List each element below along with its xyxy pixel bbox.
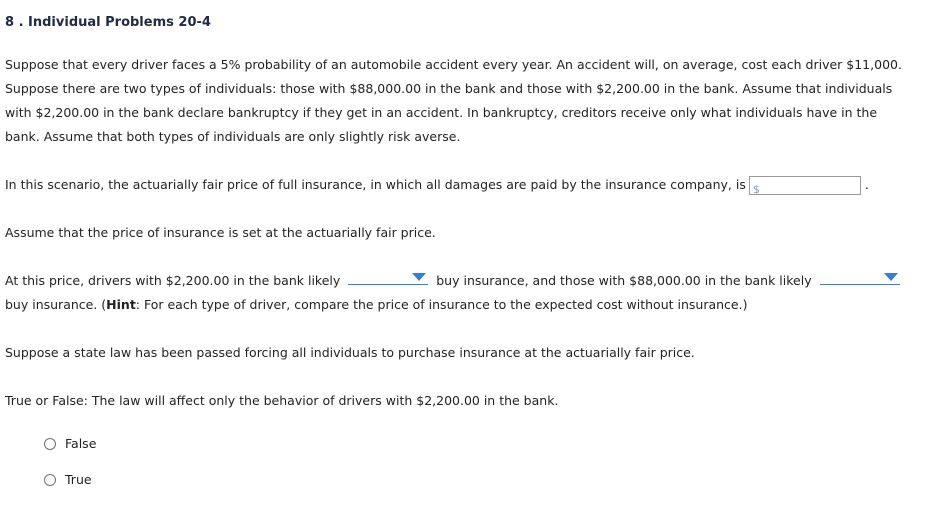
fair-price-input[interactable] [763, 177, 857, 194]
radio-label-true: True [65, 472, 92, 487]
question-buy-insurance [5, 269, 915, 317]
question-buy-part2: buy insurance, and those with $88,000.00 in the bank likely [436, 273, 812, 288]
assumption-text: Assume that the price of insurance is set at the actuarially fair price. [5, 225, 436, 240]
high-bank-likely-dropdown[interactable] [820, 270, 900, 285]
dollar-sign: $ [752, 183, 760, 196]
chevron-down-icon [884, 273, 898, 281]
radio-button[interactable] [44, 474, 56, 486]
fair-price-input-box[interactable] [749, 176, 861, 195]
question-buy-part1: At this price, drivers with $2,200.00 in the bank likely [5, 273, 341, 288]
question-fair-price-text: In this scenario, the actuarially fair price of full insurance, in which all damages are paid by the insurance company, is [5, 177, 746, 192]
question-buy-part4: : For each type of driver, compare the price of insurance to the expected cost without insurance.) [135, 297, 748, 312]
hint-label: Hint [106, 297, 136, 312]
question-fair-price [5, 173, 915, 197]
law-text: Suppose a state law has been passed forcing all individuals to purchase insurance at the actuarially fair price. [5, 345, 695, 360]
question-fair-price-period: . [864, 177, 869, 192]
radio-option-true[interactable] [44, 472, 92, 487]
radio-label-false: False [65, 436, 97, 451]
radio-option-false[interactable] [44, 436, 96, 451]
chevron-down-icon [412, 273, 426, 281]
question-true-false: True or False: The law will affect only the behavior of drivers with $2,200.00 in the bank. [5, 393, 559, 408]
intro-paragraph: Suppose that every driver faces a 5% probability of an automobile accident every year. An accident will, on average, cost each driver $11,000. Suppose there are two types of individuals: those with $88,000.00 in the bank and those with $2,200.00 in the bank. Assume that individuals with $2,200.00 in the bank declare bankruptcy if they get in an accident. In bankruptcy, creditors receive only what individuals have in the bank. Assume that both types of individuals are only slightly risk averse. [5, 57, 902, 144]
radio-button[interactable] [44, 438, 56, 450]
low-bank-likely-dropdown[interactable] [348, 270, 428, 285]
problem-title: 8 . Individual Problems 20-4 [5, 15, 211, 30]
question-buy-part3: buy insurance. ( [5, 297, 107, 312]
